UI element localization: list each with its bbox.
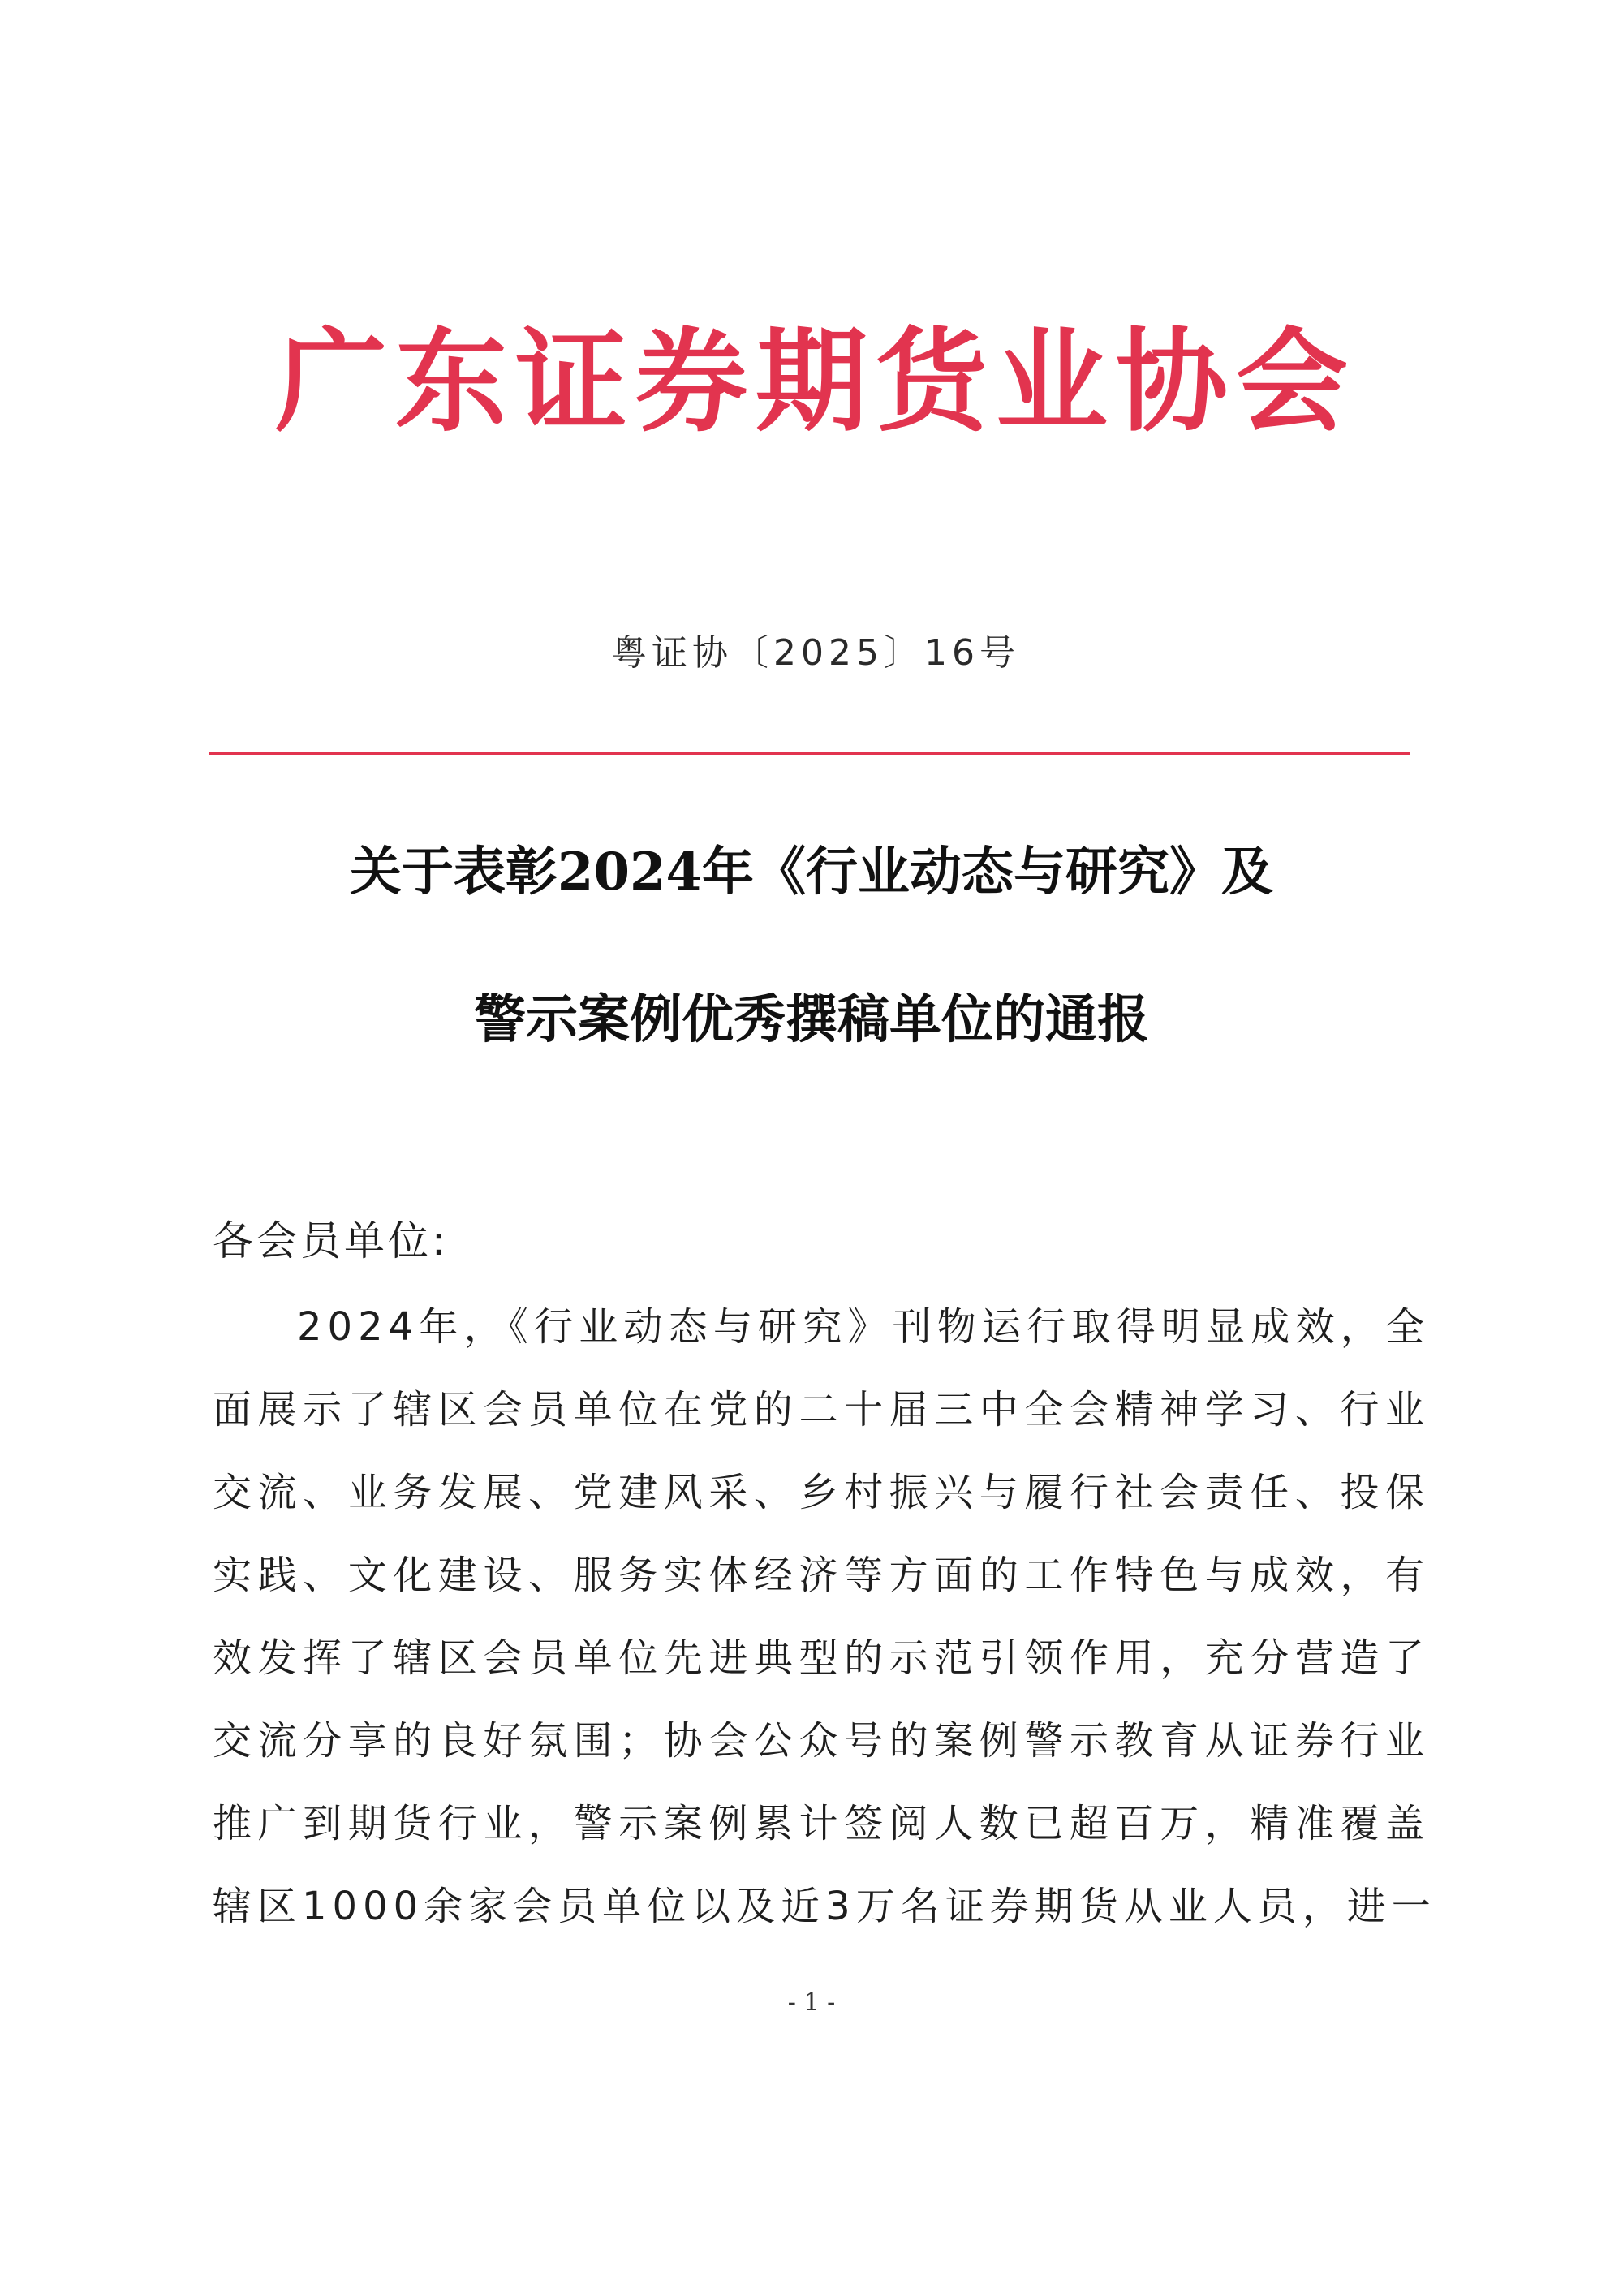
body-line: 交流、业务发展、党建风采、乡村振兴与履行社会责任、投保 <box>213 1470 1430 1515</box>
document-number: 粤证协〔2025〕16号 <box>611 632 1020 674</box>
header-divider <box>209 752 1410 755</box>
body-paragraph <box>213 1299 1436 1961</box>
page-number: - 1 - <box>787 1988 836 2017</box>
body-line: 面展示了辖区会员单位在党的二十届三中全会精神学习、行业 <box>213 1387 1430 1432</box>
body-line: 推广到期货行业，警示案例累计签阅人数已超百万，精准覆盖 <box>213 1801 1430 1846</box>
title-line-2: 警示案例优秀撰稿单位的通报 <box>474 989 1149 1050</box>
document-title <box>162 836 1461 1057</box>
title-line-1: 关于表彰2024年《行业动态与研究》及 <box>349 842 1274 902</box>
body-line: 实践、文化建设、服务实体经济等方面的工作特色与成效，有 <box>213 1553 1430 1598</box>
organization-header: 广东证券期货业协会 <box>274 315 1356 447</box>
body-line: 2024年，《行业动态与研究》刊物运行取得明显成效，全 <box>297 1304 1430 1350</box>
body-line: 效发挥了辖区会员单位先进典型的示范引领作用，充分营造了 <box>213 1635 1430 1681</box>
salutation: 各会员单位: <box>213 1217 449 1264</box>
body-line: 辖区1000余家会员单位以及近3万名证券期货从业人员，进一 <box>213 1884 1436 1929</box>
body-line: 交流分享的良好氛围；协会公众号的案例警示教育从证券行业 <box>213 1718 1430 1764</box>
